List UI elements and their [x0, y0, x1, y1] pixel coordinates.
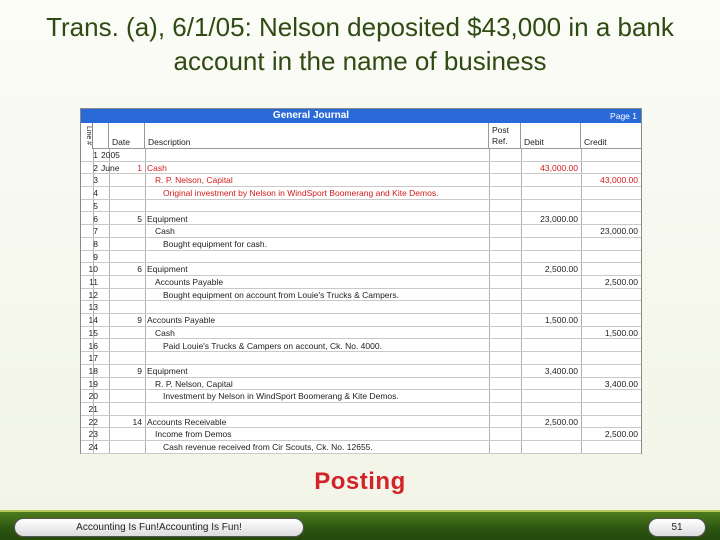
- debit-cell: 1,500.00: [544, 315, 578, 326]
- description-cell: R. P. Nelson, Capital: [155, 175, 233, 186]
- day-cell: 9: [137, 315, 142, 326]
- table-row: [81, 416, 641, 429]
- line-number: 15: [88, 327, 98, 338]
- posting-label: Posting: [314, 468, 406, 495]
- line-number: 5: [93, 200, 98, 211]
- journal-grid: [81, 123, 641, 453]
- journal-header: [81, 109, 641, 123]
- table-row: [81, 149, 641, 162]
- description-cell: Cash: [147, 162, 167, 173]
- description-cell: Accounts Payable: [155, 277, 224, 287]
- day-cell: 9: [137, 365, 142, 376]
- line-number: 19: [88, 378, 98, 389]
- journal-title: General Journal: [272, 110, 350, 121]
- date-cell: 2005: [101, 150, 120, 160]
- credit-cell: 1,500.00: [604, 327, 638, 338]
- description-cell: Bought equipment for cash.: [163, 238, 267, 249]
- table-row: [81, 187, 641, 200]
- table-row: [81, 378, 641, 391]
- credit-cell: 3,400.00: [604, 378, 638, 389]
- table-row: [81, 301, 641, 314]
- line-number: 21: [88, 404, 98, 414]
- description-cell: Investment by Nelson in WindSport Boomerang & Kite Demos.: [163, 391, 399, 402]
- post-ref-header-line-2: Ref.: [492, 136, 508, 146]
- line-number: 3: [93, 175, 98, 186]
- line-number: 16: [88, 340, 98, 351]
- description-cell: Equipment: [147, 365, 188, 376]
- credit-cell: 2,500.00: [604, 277, 638, 287]
- description-cell: Paid Louie's Trucks & Campers on account, Ck. No. 4000.: [163, 340, 382, 351]
- debit-cell: 2,500.00: [544, 416, 578, 427]
- footer-caption: Accounting Is Fun!Accounting Is Fun!: [14, 518, 304, 537]
- description-cell: Equipment: [147, 213, 188, 224]
- line-number: 13: [88, 302, 98, 313]
- slide-number: 51: [648, 518, 706, 537]
- line-number: 6: [93, 213, 98, 224]
- line-number: 18: [88, 365, 98, 376]
- line-number: 24: [88, 442, 98, 453]
- line-number-header: Line #: [81, 123, 93, 149]
- post-ref-header-line-1: Post: [492, 125, 510, 135]
- table-row: [81, 174, 641, 187]
- footer-bar: [0, 510, 720, 540]
- debit-cell: 2,500.00: [544, 264, 578, 275]
- line-number: 23: [88, 429, 98, 440]
- table-row: [81, 238, 641, 251]
- credit-cell: 23,000.00: [600, 226, 638, 237]
- table-row: [81, 365, 641, 378]
- debit-header: Debit: [521, 123, 581, 149]
- line-number: 7: [93, 226, 98, 237]
- debit-cell: 43,000.00: [540, 162, 578, 173]
- day-cell: 14: [132, 416, 142, 427]
- slide-title: [0, 10, 720, 78]
- table-row: [81, 251, 641, 264]
- credit-cell: 43,000.00: [600, 175, 638, 186]
- line-number: 12: [88, 289, 98, 300]
- line-number: 9: [93, 251, 98, 262]
- line-number: 20: [88, 391, 98, 402]
- debit-cell: 3,400.00: [544, 365, 578, 376]
- line-number: 11: [89, 277, 98, 287]
- line-col-header: [93, 123, 109, 149]
- slide-title-line-1: Trans. (a), 6/1/05: Nelson deposited $43,000 in a bank: [46, 12, 674, 42]
- line-number: 4: [93, 188, 98, 199]
- table-row: [81, 213, 641, 226]
- description-cell: Accounts Receivable: [147, 416, 227, 427]
- table-row: [81, 276, 641, 289]
- table-row: [81, 162, 641, 175]
- date-cell: June: [101, 162, 120, 173]
- description-cell: Cash: [155, 226, 175, 237]
- line-number: 17: [88, 353, 98, 364]
- description-cell: Cash revenue received from Cir Scouts, Ck. No. 12655.: [163, 442, 373, 453]
- table-row: [81, 403, 641, 416]
- table-row: [81, 327, 641, 340]
- line-number: 14: [88, 315, 98, 326]
- line-number: 10: [88, 264, 98, 275]
- journal-page-number: Page 1: [610, 111, 637, 121]
- table-row: [81, 441, 641, 454]
- day-cell: 5: [137, 213, 142, 224]
- post-ref-header: [489, 123, 521, 149]
- description-cell: R. P. Nelson, Capital: [155, 378, 233, 389]
- description-header: Description: [145, 123, 489, 149]
- credit-header: Credit: [581, 123, 641, 149]
- line-number: 2: [93, 162, 98, 173]
- description-cell: Accounts Payable: [147, 315, 216, 326]
- description-cell: Cash: [155, 327, 175, 338]
- table-row: [81, 352, 641, 365]
- table-row: [81, 289, 641, 302]
- general-journal: [80, 108, 642, 454]
- day-cell: 1: [137, 162, 142, 173]
- table-row: [81, 390, 641, 403]
- table-row: [81, 340, 641, 353]
- line-number: 1: [93, 150, 98, 160]
- credit-cell: 2,500.00: [604, 429, 638, 440]
- table-row: [81, 263, 641, 276]
- table-row: [81, 200, 641, 213]
- table-row: [81, 428, 641, 441]
- line-number: 8: [93, 238, 98, 249]
- table-row: [81, 225, 641, 238]
- table-row: [81, 314, 641, 327]
- date-header: Date: [109, 123, 145, 149]
- description-cell: Equipment: [147, 264, 188, 275]
- line-number: 22: [88, 416, 98, 427]
- description-cell: Bought equipment on account from Louie's Trucks & Campers.: [163, 289, 399, 300]
- description-cell: Original investment by Nelson in WindSport Boomerang and Kite Demos.: [163, 188, 439, 199]
- day-cell: 6: [137, 264, 142, 275]
- debit-cell: 23,000.00: [540, 213, 578, 224]
- slide-title-line-2: account in the name of business: [173, 46, 547, 76]
- description-cell: Income from Demos: [155, 429, 232, 440]
